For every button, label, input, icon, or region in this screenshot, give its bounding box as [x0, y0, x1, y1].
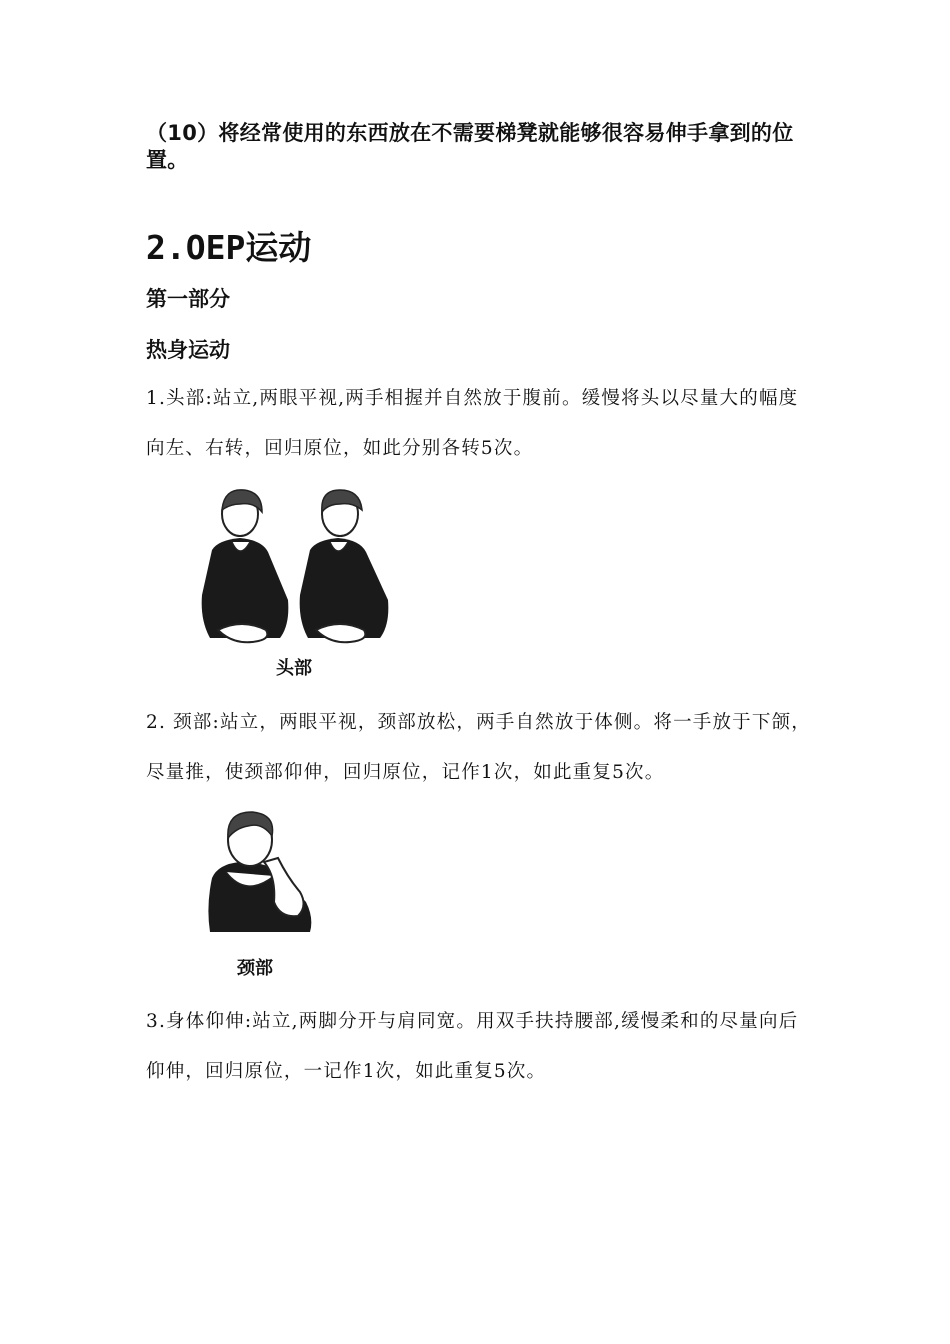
head-caption: 头部	[276, 658, 312, 679]
neck-exercise-illustration	[206, 806, 318, 938]
paragraph-10: （10）将经常使用的东西放在不需要梯凳就能够很容易伸手拿到的位置。	[146, 121, 794, 172]
exercise-2-text: 2. 颈部:站立，两眼平视，颈部放松，两手自然放于体侧。将一手放于下颌，尽量推，使颈部仰伸，回归原位，记作1次，如此重复5次。	[146, 712, 811, 783]
head-exercise-illustration	[192, 480, 402, 650]
subsection-title: 热身运动	[146, 338, 230, 362]
neck-caption: 颈部	[237, 958, 273, 979]
exercise-1-text: 1.头部:站立,两眼平视,两手相握并自然放于腹前。缓慢将头以尽量大的幅度向左、右转，回归原位，如此分别各转5次。	[146, 388, 799, 459]
figure-head-turn-left	[202, 490, 289, 642]
section-title: 2.OEP运动	[146, 228, 312, 267]
part-title: 第一部分	[146, 287, 230, 311]
exercise-3-text: 3.身体仰伸:站立,两脚分开与肩同宽。用双手扶持腰部,缓慢柔和的尽量向后仰伸，回归原位，一记作1次，如此重复5次。	[146, 1011, 799, 1082]
figure-head-turn-right	[300, 490, 389, 642]
